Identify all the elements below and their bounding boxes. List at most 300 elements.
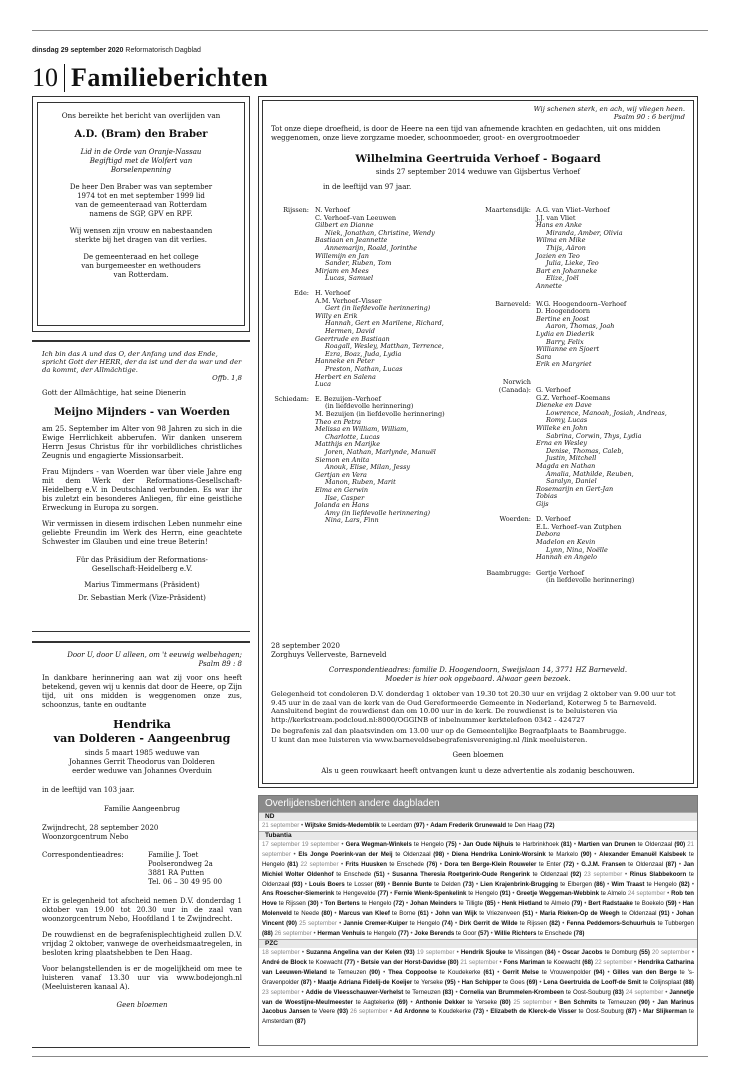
family-member-line: Melissa en William, William, [315, 425, 409, 434]
entry-age: (80) [447, 958, 459, 966]
bullet-icon: • [562, 920, 567, 928]
bullet-icon: • [340, 860, 346, 868]
bullet-icon: • [594, 850, 600, 858]
family-member-line: G.Z. Verhoef–Koemans [536, 393, 611, 402]
family-member-line: Amy (in liefdevolle herinnering) [325, 508, 431, 517]
entry-place: te Rijssen [517, 920, 550, 928]
family-member-line: Willy en Erik [315, 311, 358, 320]
bullet-icon: • [499, 958, 504, 966]
entry-place: te Oldenzaal [635, 840, 675, 848]
entry-name: Gerrit Melse [502, 968, 539, 976]
entry-place: te Hengelo [466, 890, 500, 898]
family-member-line: Lynn, Nina, Noëlle [546, 545, 608, 554]
bullet-icon: • [607, 968, 613, 976]
entry-place: te Hengelo [365, 930, 398, 938]
entry-name: Adam Frederik Grunewald [430, 822, 507, 829]
family-member-line: Rosemarijn en Gert-Jan [536, 484, 614, 493]
entry-place: te Vlissingen [505, 948, 545, 956]
entry-place: te Tubbergen [655, 920, 695, 928]
bullet-icon: • [390, 890, 395, 898]
entry-place: te Terneuzen [403, 988, 443, 996]
entry-place: te Domburg [602, 948, 640, 956]
entry-place: te Boekelo [632, 900, 666, 908]
text-line: Poolserondweg 2a [148, 860, 213, 868]
entry-place: te 's-Gravenpolder [262, 968, 694, 986]
entry-name: Rob ten Hove [262, 890, 694, 908]
other-newspapers-box [258, 795, 698, 1046]
bullet-icon: • [624, 870, 630, 878]
entry-name: Johan Meinders [410, 900, 457, 908]
entry-age: (69) [526, 978, 538, 986]
text-line: Tel. 06 – 30 49 95 00 [148, 878, 223, 886]
entry-age: (72) [563, 860, 575, 868]
family-member-line: Elize, Joël [546, 274, 579, 283]
entry-place: te Oost-Souburg [564, 988, 613, 996]
entry-date: 25 september [513, 998, 552, 1006]
entry-place: te Terneuzen [326, 968, 370, 976]
bullet-icon: • [607, 880, 612, 888]
newspaper-section-header: PZC [259, 939, 697, 948]
bullet-icon: • [573, 840, 579, 848]
entry-date: 19 september [301, 840, 340, 848]
bullet-icon: • [497, 900, 502, 908]
entry-age: (77) [344, 958, 356, 966]
family-member-line: Romy, Lucas [546, 416, 588, 425]
entry-name: Rinus Slabbekoorn [629, 870, 687, 878]
entry-date: 22 september [300, 860, 339, 868]
family-group [315, 396, 445, 525]
entry-date: 23 september [262, 988, 300, 996]
bullet-icon: • [667, 890, 672, 898]
family-member-line: Jozien en Teo [536, 251, 580, 260]
family-member-line: Sander, Ruben, Tom [325, 259, 392, 268]
widow-of [42, 749, 242, 776]
bullet-icon: • [665, 988, 670, 996]
bullet-icon: • [458, 840, 463, 848]
family-member-line: Sara [536, 352, 552, 361]
bullet-icon: • [691, 948, 695, 956]
entry-age: (98) [433, 850, 445, 858]
family-member-line: Charlotte, Lucas [325, 432, 380, 441]
family-member-line: Willemijn en Jan [315, 251, 369, 260]
bullet-icon: • [456, 948, 461, 956]
entry-place: te Vrouwenpolder [538, 968, 594, 976]
text-line: 28 september 2020 [271, 642, 340, 650]
text-line: sinds 5 maart 1985 weduwe van [84, 749, 200, 757]
family-member-line: A.M. Verhoef–Visser [315, 296, 382, 305]
widow-of: sinds 27 september 2014 weduwe van Gijsbertus Verhoef [375, 168, 581, 176]
family-place-label: Norwich (Canada): [498, 378, 531, 394]
entry-age: (61) [483, 968, 495, 976]
entry-age: (88) [683, 978, 694, 986]
family-member-line: Mirjam en Mees [315, 266, 369, 275]
family-place-label: Barneveld: [495, 299, 531, 308]
entry-name: Wim Traast [611, 880, 645, 888]
entry-age: (81) [287, 860, 298, 868]
bullet-icon: • [304, 880, 310, 888]
entry-name: Jan Marinus Jacobus Jansen [262, 998, 694, 1016]
family-member-line: W.G. Hoogendoorn–Verhoef [536, 299, 627, 308]
correspondence-address [148, 851, 222, 887]
entry-place: te Koewacht [306, 958, 345, 966]
entry-age: (57) [478, 930, 489, 938]
family-member-line: E.L. Verhoef–van Zutphen [536, 522, 622, 531]
text-line: 3881 RA Putten [148, 869, 205, 877]
entry-place: te Goes [501, 978, 527, 986]
entry-age: (97) [413, 822, 425, 829]
deceased-name: A.D. (Bram) den Braber [74, 129, 208, 140]
bullet-icon: • [457, 978, 462, 986]
entry-age: (93) [337, 1008, 349, 1016]
entry-date: 26 september [350, 1008, 388, 1016]
family-place-label: Rijssen: [283, 206, 309, 214]
family-member-line: Lucas, Samuel [325, 274, 374, 283]
paragraph: In dankbare herinnering aan wat zij voor ons heeft betekend, geven wij u kennis dat door de Heere, op Zijn tijd, uit ons midden is weggenomen onze zus, schoonzus, tante en oudtante [42, 674, 242, 709]
entry-place: te Tilligte [456, 900, 485, 908]
text-line: Gesellschaft-Heidelberg e.V. [91, 565, 193, 573]
entry-name: Lena Geertruida de Looff-de Smit [543, 978, 641, 986]
entry-name: Johan Vincent [262, 910, 695, 928]
entry-name: Maatje Adriana Fidelij-de Koeijer [317, 978, 413, 986]
bullet-icon: • [678, 860, 684, 868]
entry-date: 19 september [416, 948, 455, 956]
entry-age: (87) [665, 860, 677, 868]
entry-place: te Hengelo [359, 900, 394, 908]
entry-age: (95) [444, 978, 456, 986]
bullet-icon: • [320, 900, 325, 908]
entry-date: 21 september [262, 822, 300, 829]
bullet-icon: • [356, 958, 361, 966]
entry-date: 24 september [625, 988, 664, 996]
family-member-line: (in liefdevolle herinnering) [325, 402, 414, 411]
family-member-line: (in liefdevolle herinnering) [546, 576, 635, 585]
page-title: Familieberichten [71, 63, 269, 92]
entry-place: te Oldenzaal [529, 870, 571, 878]
entry-age: (90) [580, 850, 592, 858]
entry-name: Susanna Theresia Roetgerink-Oude Rengerink [392, 870, 530, 878]
family-group [536, 387, 667, 509]
bullet-icon: • [490, 930, 495, 938]
signatory: Dr. Sebastian Merk (Vize-Präsident) [78, 594, 206, 602]
honor-line: Borselenpenning [110, 166, 172, 174]
family-member-line: Nina, Lars, Finn [325, 516, 379, 525]
bible-verse: Door U, door U alleen, om 't eeuwig welbehagen; [67, 651, 242, 659]
entry-place: te Delden [431, 880, 463, 888]
entry-age: (92) [570, 870, 582, 878]
bullet-icon: • [341, 840, 346, 848]
family-member-line: Julia, Lieke, Teo [546, 259, 599, 268]
entry-date: 25 september [299, 920, 337, 928]
entry-name: Suzanna Angelina van der Kelen [306, 948, 402, 956]
family-place-label: Ede: [294, 289, 309, 297]
deceased-name: Wilhelmina Geertruida Verhoef - Bogaard [355, 153, 601, 165]
closing-note: Als u geen rouwkaart heeft ontvangen kunt u deze advertentie als zodanig beschouwen. [321, 767, 635, 775]
text-line: Zwijndrecht, 28 september 2020 [42, 824, 159, 832]
entry-name: Han Molenveld [262, 900, 695, 918]
entry-name: Addie de Vleesschauwer-Verhelst [305, 988, 404, 996]
bullet-icon: • [486, 1008, 491, 1016]
entry-place: te Borne [389, 910, 418, 918]
entry-place: te Oldenzaal [392, 850, 434, 858]
entry-name: Ton Bertens [324, 900, 360, 908]
bullet-icon: • [389, 1008, 395, 1016]
bullet-icon: • [300, 822, 305, 829]
family-member-line: Herbert en Salena [315, 372, 376, 381]
entry-name: André de Block [262, 958, 307, 966]
family-member-line: Luca [315, 380, 332, 389]
text-line: sterkte bij het dragen van dit verlies. [75, 236, 207, 244]
career-text [46, 183, 236, 219]
entry-age: (93) [403, 948, 415, 956]
bullet-icon: • [387, 870, 393, 878]
text-line: Für das Präsidium der Reformations- [76, 556, 208, 564]
page-number: 10 [32, 64, 65, 92]
entry-date: 24 september [627, 890, 666, 898]
family-place-label: Maartensdijk: [485, 206, 531, 214]
entry-place: te Colijnsplaat [640, 978, 684, 986]
entry-name: Martien van Drunen [578, 840, 636, 848]
newspaper-section-list [259, 821, 697, 831]
entry-age: (76) [426, 860, 438, 868]
paragraph: Voor belangstellenden is er de mogelijkheid om mee te luisteren vanaf 13.30 uur via www.bodejongh.nl (Meeluisteren kanaal A). [42, 965, 242, 991]
entry-date: 18 september [262, 948, 300, 956]
family-group [536, 570, 634, 585]
entry-age: (90) [286, 920, 297, 928]
text-line: Correspondentieadres: familie D. Hoogendoorn, Sweijslaan 14, 3771 HZ Barneveld. [328, 666, 628, 674]
text-line: eerder weduwe van Johannes Overduin [72, 767, 212, 775]
honors [46, 148, 236, 175]
family-group [315, 290, 444, 389]
entry-date: 23 september [584, 870, 623, 878]
bullet-icon: • [439, 860, 445, 868]
family-member-line: Bart en Johanneke [536, 266, 598, 275]
entry-age: (87) [294, 1018, 306, 1026]
family-group [536, 301, 626, 369]
entry-place: te Oldenzaal [619, 910, 659, 918]
place-date [42, 824, 242, 842]
entry-name: Hendrika Catharina van Leeuwen-Wieland [262, 958, 694, 976]
masthead-date: dinsdag 29 september 2020 [32, 47, 124, 54]
entry-age: (94) [593, 968, 605, 976]
family-member-line: Jolanda en Hans [315, 501, 369, 510]
entry-age: (87) [625, 1008, 637, 1016]
entry-name: Jan Oude Nijhuis [462, 840, 514, 848]
entry-name: Mar Slijkerman [643, 1008, 687, 1016]
text-line: namens de SGP, GPV en RPF. [89, 210, 193, 218]
family-member-line: Niek, Jonathan, Christine, Wendy [325, 228, 435, 237]
entry-age: (61) [417, 910, 429, 918]
entry-age: (87) [300, 978, 312, 986]
entry-date: 22 september [594, 958, 633, 966]
entry-place: te Terneuzen [597, 998, 639, 1006]
entry-age: (79) [571, 900, 583, 908]
bullet-icon: • [455, 988, 460, 996]
family-member-line: Manon, Ruben, Marit [325, 478, 396, 487]
entry-date: 26 september [274, 930, 312, 938]
honor-line: Lid in de Orde van Oranje-Nassau [80, 148, 202, 156]
entry-name: Diena Hendrika Lonink-Worsink [451, 850, 546, 858]
entry-age: (73) [462, 880, 474, 888]
entry-name: Jannie Cremer-Kuiper [343, 920, 408, 928]
text-line: van de gemeenteraad van Rotterdam [75, 201, 207, 209]
entry-name: Henk Hietland [501, 900, 543, 908]
age-line: in de leeftijd van 97 jaar. [323, 183, 412, 191]
family-member-line: N. Verhoef [315, 206, 350, 214]
entry-name: Wijtske Smids-Medemblik [304, 822, 380, 829]
entry-age: (55) [639, 948, 650, 956]
family-member-line: A.G. van Vliet–Verhoef [536, 206, 610, 214]
bullet-icon: • [301, 988, 306, 996]
entry-place: te Markelo [545, 850, 581, 858]
family-member-line: Preston, Nathan, Lucas [325, 364, 403, 373]
entry-age: (78) [573, 930, 585, 938]
text-line: van burgemeester en wethouders [81, 262, 201, 270]
entry-name: Frits Huusken [345, 860, 387, 868]
bullet-icon: • [634, 958, 638, 966]
entry-place: te Neede [291, 910, 322, 918]
bullet-icon: • [430, 910, 436, 918]
on-behalf [42, 556, 242, 574]
entry-name: Ben Schmits [559, 998, 598, 1006]
entry-age: (90) [369, 968, 381, 976]
entry-place: te Koudekerke [429, 1008, 474, 1016]
entry-age: (82) [678, 880, 690, 888]
entry-place: te Yerseke [464, 998, 500, 1006]
family-member-line: Siemon en Anita [315, 455, 370, 464]
entry-name: Jannetje van de Woestijne-Meulmeester [262, 988, 695, 1006]
masthead-paper: Reformatorisch Dagblad [125, 47, 201, 54]
entry-name: Ad Ardonne [394, 1008, 430, 1016]
bullet-icon: • [512, 890, 517, 898]
entry-place: te Yerseke [412, 978, 445, 986]
entry-place: te Enschede [386, 860, 427, 868]
entry-place: te Veere [309, 1008, 338, 1016]
family-member-line: Anouk, Elise, Milan, Jessy [325, 463, 411, 472]
condolence-text [46, 227, 236, 245]
entry-place: te Hengelo [262, 850, 695, 868]
masthead [32, 47, 201, 54]
entry-age: (88) [262, 930, 273, 938]
text-line: 1974 tot en met september 1999 lid [77, 192, 205, 200]
notice-verhoef-bogaard [258, 96, 698, 788]
verse-reference: Psalm 89 : 8 [198, 660, 242, 668]
family-member-line: Tobias [536, 492, 558, 501]
entry-date: 21 september [262, 840, 695, 858]
signatory: Marius Timmermans (Präsident) [84, 581, 200, 589]
entry-date: 21 september [460, 958, 498, 966]
entry-age: (51) [522, 910, 534, 918]
family-member-line: Lydia en Diederik [536, 329, 595, 338]
entry-age: (82) [549, 920, 561, 928]
family-member-line: Ezra, Boaz, Juda, Lydia [325, 349, 402, 358]
entry-name: G.J.M. Fransen [581, 860, 626, 868]
entry-age: (72) [543, 822, 555, 829]
family-member-line: Annette [536, 281, 562, 290]
family-member-line: Gertjan en Vera [315, 470, 367, 479]
page-header [32, 60, 268, 92]
entry-age: (69) [396, 998, 408, 1006]
family-member-line: Barry, Felix [546, 337, 584, 346]
entry-name: Maria Rieken-Op de Weegh [539, 910, 620, 918]
entry-name: Elizabeth de Klerck-de Visser [490, 1008, 577, 1016]
entry-name: Alexander Emanuël Kalsbeek [599, 850, 687, 858]
entry-age: (72) [393, 900, 405, 908]
entry-age: (80) [321, 910, 333, 918]
family-member-line: M. Bezuijen (in liefdevolle herinnering) [315, 409, 445, 418]
entry-age: (74) [441, 920, 453, 928]
family-member-line: Lowrence, Manoah, Josiah, Andreas, [546, 408, 667, 417]
entry-place: te Amsterdam [262, 1008, 695, 1026]
bottom-rule [32, 1056, 708, 1057]
text-line: Woonzorgcentrum Nebo [42, 833, 129, 841]
entry-name: Fernie Wienk-Spenkelink [394, 890, 467, 898]
entry-place: te Koewacht [544, 958, 583, 966]
entry-name: Thea Coppoolse [388, 968, 437, 976]
entry-name: Dirk Gerrit de Wilde [459, 920, 518, 928]
entry-age: (85) [484, 900, 496, 908]
bullet-icon: • [426, 822, 431, 829]
text-line: De heer Den Braber was van september [69, 183, 213, 191]
paragraph: De rouwdienst en de begrafenisplechtigheid zullen D.V. vrijdag 2 oktober, vanwege de overheidsmaatregelen, in besloten kring plaatshebben te Den Haag. [42, 931, 242, 957]
entry-place: te Rijssen [276, 900, 308, 908]
family-place-label: Woerden: [499, 515, 531, 524]
entry-place: te Enschede [536, 930, 574, 938]
entry-age: (83) [442, 988, 454, 996]
family-member-line: Amalia, Mathilde, Reuben, [546, 469, 634, 478]
entry-name: Anthonie Dekker [415, 998, 465, 1006]
entry-place: te Almelo [542, 900, 572, 908]
entry-age: (77) [397, 930, 409, 938]
bullet-icon: • [671, 910, 677, 918]
entry-place: te Losser [344, 880, 375, 888]
verse-reference: Offb. 1,8 [212, 374, 242, 382]
entry-name: Fenna Peddemors-Schuurhuis [566, 920, 656, 928]
entry-name: John van Wijk [435, 910, 478, 918]
family-member-line: Magda en Nathan [536, 461, 596, 470]
entry-name: Ans Roescher-Siemerink [262, 890, 335, 898]
bullet-icon: • [410, 930, 415, 938]
family-member-line: Ilse, Casper [325, 493, 365, 502]
bullet-icon: • [387, 880, 393, 888]
entry-name: Gilles van den Berge [612, 968, 677, 976]
family-member-line: Geertrude en Bastiaan [315, 334, 390, 343]
bullet-icon: • [339, 920, 344, 928]
place-date [271, 642, 386, 660]
newspaper-section-list [259, 948, 697, 1027]
paragraph: De begrafenis zal dan plaatsvinden om 13.00 uur op de Gemeentelijke Begraafplaats te Baambrugge. [271, 727, 627, 735]
paragraph: Frau Mijnders - van Woerden war über viele Jahre eng mit dem Werk der Reformations-Gesellschaft-Heidelberg e.V. in Deutschland verbunden. Es war ihr bis zuletzt ein besonderes Anliegen, für eine geistliche Erweckung in Europa zu sorgen. [42, 468, 242, 512]
entry-place: te Aagtekerke [353, 998, 397, 1006]
entry-name: Willie Richters [494, 930, 537, 938]
entry-age: (51) [373, 870, 385, 878]
family-member-line: Gert (in liefdevolle herinnering) [325, 304, 431, 313]
family-member-line: Hans en Anke [536, 221, 582, 230]
entry-date: 17 september [262, 840, 300, 848]
bullet-icon: • [691, 880, 695, 888]
entry-place: te Oost-Souburg [576, 1008, 626, 1016]
entry-age: (90) [674, 840, 686, 848]
entry-name: Gera Wegman-Winkels [345, 840, 412, 848]
bullet-icon: • [539, 978, 544, 986]
family-member-line: Willianne en Sjoert [536, 345, 600, 354]
entry-name: Hendrik Sjouke [460, 948, 506, 956]
other-newspapers-list [259, 812, 697, 1027]
entry-name: Marcus van Kleef [338, 910, 390, 918]
family-member-line: Bastiaan en Jeannette [315, 236, 388, 245]
family-member-line: Miranda, Amber, Olivia [546, 228, 623, 237]
entry-place: te Hengelo [411, 840, 446, 848]
paragraph: am 25. September im Alter von 98 Jahren zu sich in die Ewige Herrlichkeit abberufen. Wir danken unserem Herrn Jesus Christus für ihr vorbildliches christliches Zeugnis und engagierte Missionsarbeit. [42, 425, 242, 460]
